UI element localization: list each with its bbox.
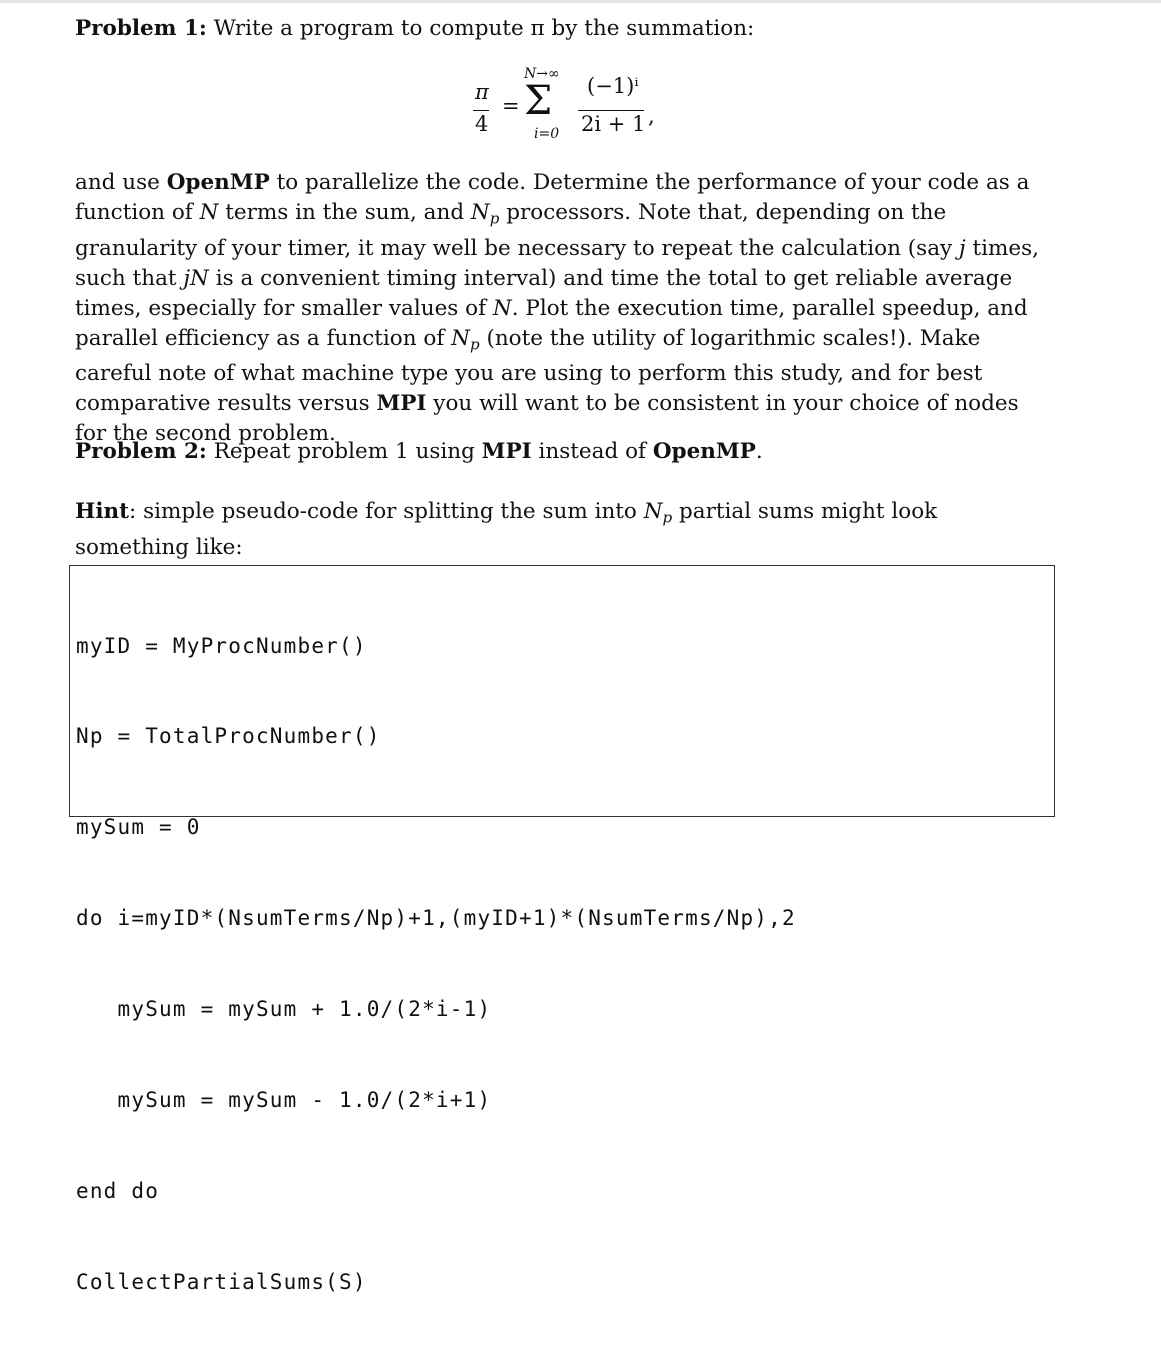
sigma-symbol: Σ [524,78,553,124]
code-line: myID = MyProcNumber() [76,633,367,658]
pi-summation-equation [440,60,720,155]
p1-var-np2-base: N [451,325,470,351]
p1-var-j: j [959,235,966,261]
problem1-body [75,168,1055,449]
code-line: mySum = mySum + 1.0/(2*i-1) [76,997,492,1022]
p1-text-1: and use [75,170,167,195]
rhs-denominator: 2i + 1 [581,112,646,136]
p1-var-n2: N [492,295,512,321]
code-line: CollectPartialSums(S) [76,1269,367,1294]
problem2-label: Problem 2: [75,439,207,464]
hint-text-2: partial sums might look something like: [75,499,938,560]
code-line: do i=myID*(NsumTerms/Np)+1,(myID+1)*(NsumTerms/Np),2 [76,906,796,931]
code-line: mySum = 0 [76,815,201,840]
p1-var-jn: jN [183,265,209,291]
p1-text-2: to parallelize the code. Determine the performance of your code as a function of [75,170,1030,225]
top-border [0,0,1161,3]
equals-sign: = [502,94,520,118]
p1-var-n: N [199,200,219,225]
hint-text-1: : simple pseudo-code for splitting the sum into [129,499,644,524]
p1-var-np-base: N [470,200,490,225]
p2-text-2: instead of [531,439,653,464]
p1-text-5: times, such that [75,235,1040,291]
code-line: end do [76,1178,160,1203]
hint-var-np-sub: p [662,508,673,527]
sum-upper-limit: N→∞ [524,66,560,82]
lhs-denominator: 4 [475,112,489,136]
rhs-fraction-bar [578,110,644,111]
lhs-fraction-bar [473,110,489,111]
problem1-intro: Write a program to compute π by the summation: [213,16,755,41]
p2-text-1: Repeat problem 1 using [206,439,482,464]
sum-lower-limit: i=0 [534,126,560,142]
equation-comma: , [648,104,655,128]
hint-label: Hint [75,499,130,524]
pseudo-code-box [69,565,1055,1294]
pseudo-code [76,570,796,1358]
lhs-numerator: π [475,80,489,104]
p1-text-9: you will want to be consistent in your choice of nodes for the second problem. [75,391,1019,446]
problem2-heading [75,437,1055,467]
hint-var-np-base: N [643,499,663,524]
code-line: mySum = mySum - 1.0/(2*i+1) [76,1088,492,1113]
p1-text-4: processors. Note that, depending on the granularity of your timer, it may well be necessary to repeat the calculation (say [75,200,959,261]
problem1-heading [75,14,1055,44]
p1-text-6: is a convenient timing interval) and time the total to get reliable average times, especially for smaller values of [75,265,1013,321]
p1-text-7: . Plot the execution time, parallel speedup, and parallel efficiency as a function of [75,295,1028,351]
p2-openmp: OpenMP [652,439,756,464]
p1-mpi: MPI [376,391,427,416]
p1-var-np2-sub: p [469,335,480,353]
p1-text-8: (note the utility of logarithmic scales!). Make careful note of what machine type you are using to perform this study, and for best comparative results versus [75,325,983,416]
p2-mpi: MPI [481,439,532,464]
p1-text-3: terms in the sum, and [218,200,471,225]
hint-paragraph [75,497,1055,563]
code-line: Np = TotalProcNumber() [76,724,381,749]
rhs-numerator: (−1)ⁱ [587,74,639,98]
p1-openmp: OpenMP [166,170,270,195]
p2-text-3: . [755,439,763,464]
problem1-label: Problem 1: [75,16,207,41]
p1-var-np-sub: p [489,209,500,228]
